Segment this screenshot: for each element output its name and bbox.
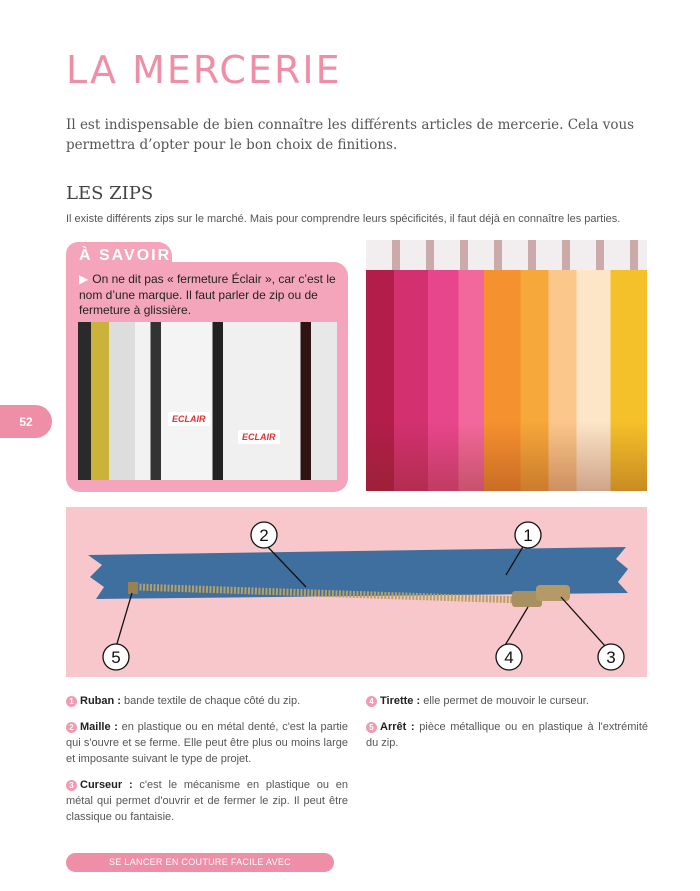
part-item: 1 Ruban : bande textile de chaque côté du zip.	[66, 693, 348, 709]
section-heading: LES ZIPS	[66, 183, 154, 204]
section-subtitle: Il existe différents zips sur le marché. Mais pour comprendre leurs spécificités, il faut déjà en connaître les parties.	[66, 213, 621, 225]
number-badge-icon: 3	[66, 780, 77, 791]
part-item: 5 Arrêt : pièce métallique ou en plastique à l'extrémité du zip.	[366, 721, 648, 749]
part-item: 4 Tirette : elle permet de mouvoir le curseur.	[366, 693, 648, 709]
number-badge-icon: 4	[366, 696, 377, 707]
zip-diagram	[66, 507, 647, 677]
tip-label: À SAVOIR	[79, 247, 172, 264]
callout-5: 5	[111, 648, 121, 667]
number-badge-icon: 2	[66, 722, 77, 733]
eclair-logo: ECLAIR	[168, 412, 210, 426]
parts-column-left	[66, 693, 348, 835]
number-badge-icon: 5	[366, 722, 377, 733]
page-number: 52	[0, 405, 52, 438]
callout-4: 4	[504, 648, 514, 667]
parts-column-right	[366, 693, 648, 761]
intro-paragraph: Il est indispensable de bien connaître les différents articles de mercerie. Cela vous permettra d’opter pour le bon choix de finitions.	[66, 117, 635, 153]
tip-text: On ne dit pas « fermeture Éclair », car c’est le nom d’une marque. Il faut parler de zip ou de fermeture à glissière.	[79, 272, 336, 317]
number-badge-icon: 1	[66, 696, 77, 707]
callout-2: 2	[259, 526, 269, 545]
eclair-logo: ECLAIR	[238, 430, 280, 444]
part-item: 2 Maille : en plastique ou en métal denté, c'est la partie qui s'ouvre et se ferme. Elle peut être plus ou moins large et imposante suivant le type de projet.	[66, 721, 348, 765]
tip-text-block	[79, 272, 341, 319]
callout-1: 1	[523, 526, 533, 545]
triangle-bullet-icon: ▶	[79, 272, 89, 286]
footer-banner: SE LANCER EN COUTURE FACILE AVEC CREAPASSIONS.COM	[66, 853, 334, 872]
eclair-zips-photo	[78, 322, 337, 480]
part-item: 3 Curseur : c'est le mécanisme en plastique ou en métal qui permet d'ouvrir et de fermer le zip. Il peut être classique ou fantaisie.	[66, 779, 348, 823]
colored-zips-photo	[366, 240, 647, 491]
page-title: LA MERCERIE	[66, 48, 342, 92]
callout-3: 3	[606, 648, 616, 667]
